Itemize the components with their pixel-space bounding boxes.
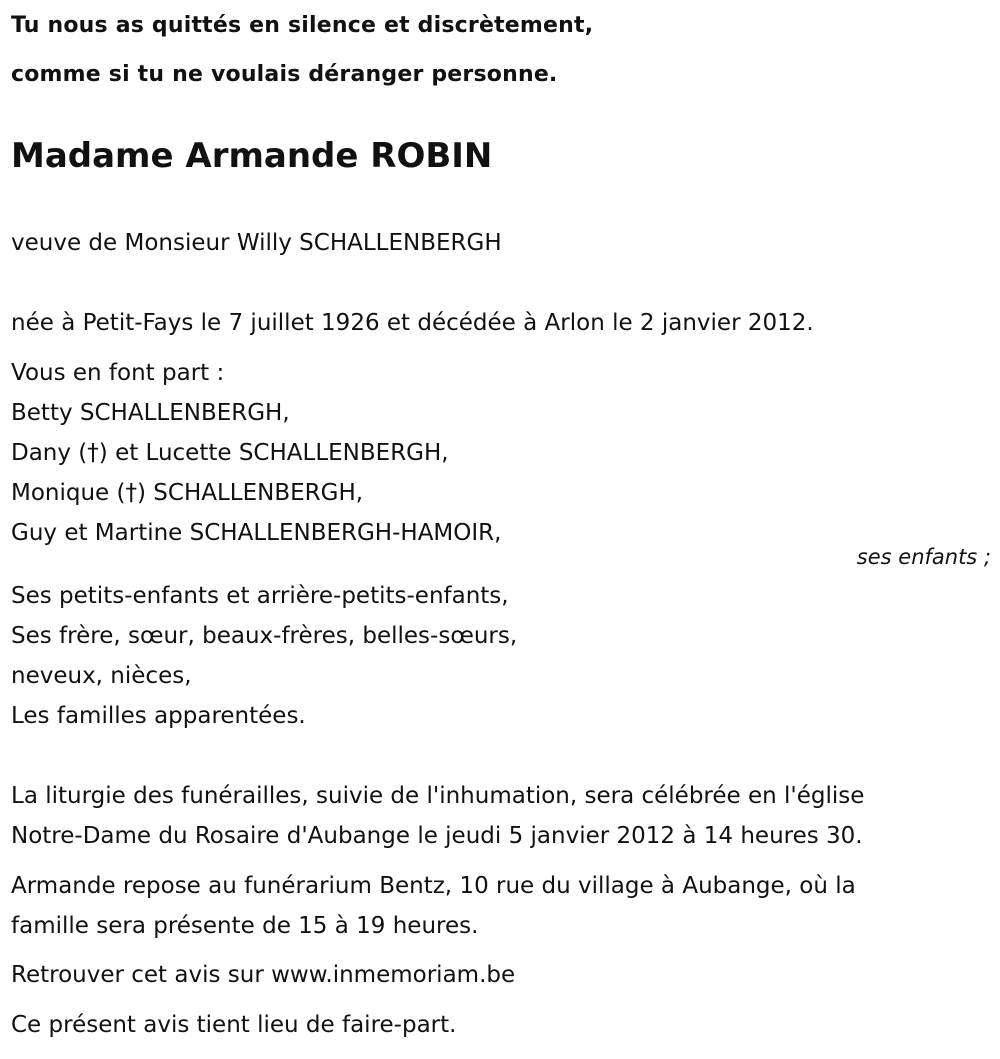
ceremony-line-1: La liturgie des funérailles, suivie de l'inhumation, sera célébrée en l'église: [11, 783, 865, 809]
cross-icon: †: [87, 440, 99, 466]
announcers-intro: Vous en font part :: [11, 360, 225, 386]
visitation-line-2: famille sera présente de 15 à 19 heures.: [11, 913, 479, 939]
child-line-4: Guy et Martine SCHALLENBERGH-HAMOIR,: [11, 520, 502, 546]
closing-line: Ce présent avis tient lieu de faire-part.: [11, 1012, 457, 1038]
child-line-1: Betty SCHALLENBERGH,: [11, 400, 290, 426]
child-line-2: [11, 439, 449, 467]
child-line-3-start: Monique (: [11, 480, 126, 506]
child-line-2-end: ) et Lucette SCHALLENBERGH,: [98, 440, 449, 466]
visitation-line-1: Armande repose au funérarium Bentz, 10 rue du village à Aubange, où la: [11, 873, 856, 899]
child-line-3: [11, 479, 363, 507]
children-note: ses enfants ;: [856, 545, 991, 569]
epigraph-line-2: comme si tu ne voulais déranger personne.: [11, 62, 558, 87]
others-line-2: Ses frère, sœur, beaux-frères, belles-sœurs,: [11, 623, 518, 649]
ceremony-line-2: Notre-Dame du Rosaire d'Aubange le jeudi 5 janvier 2012 à 14 heures 30.: [11, 823, 863, 849]
epigraph-line-1: Tu nous as quittés en silence et discrètement,: [11, 13, 594, 38]
birth-death-line: née à Petit-Fays le 7 juillet 1926 et décédée à Arlon le 2 janvier 2012.: [11, 310, 814, 336]
spouse-line: veuve de Monsieur Willy SCHALLENBERGH: [11, 230, 502, 256]
others-line-4: Les familles apparentées.: [11, 703, 306, 729]
others-line-1: Ses petits-enfants et arrière-petits-enfants,: [11, 583, 509, 609]
deceased-name: Madame Armande ROBIN: [11, 136, 493, 176]
child-line-3-end: ) SCHALLENBERGH,: [137, 480, 364, 506]
others-line-3: neveux, nièces,: [11, 663, 192, 689]
cross-icon: †: [125, 480, 137, 506]
website-line: Retrouver cet avis sur www.inmemoriam.be: [11, 962, 516, 988]
child-line-2-start: Dany (: [11, 440, 88, 466]
